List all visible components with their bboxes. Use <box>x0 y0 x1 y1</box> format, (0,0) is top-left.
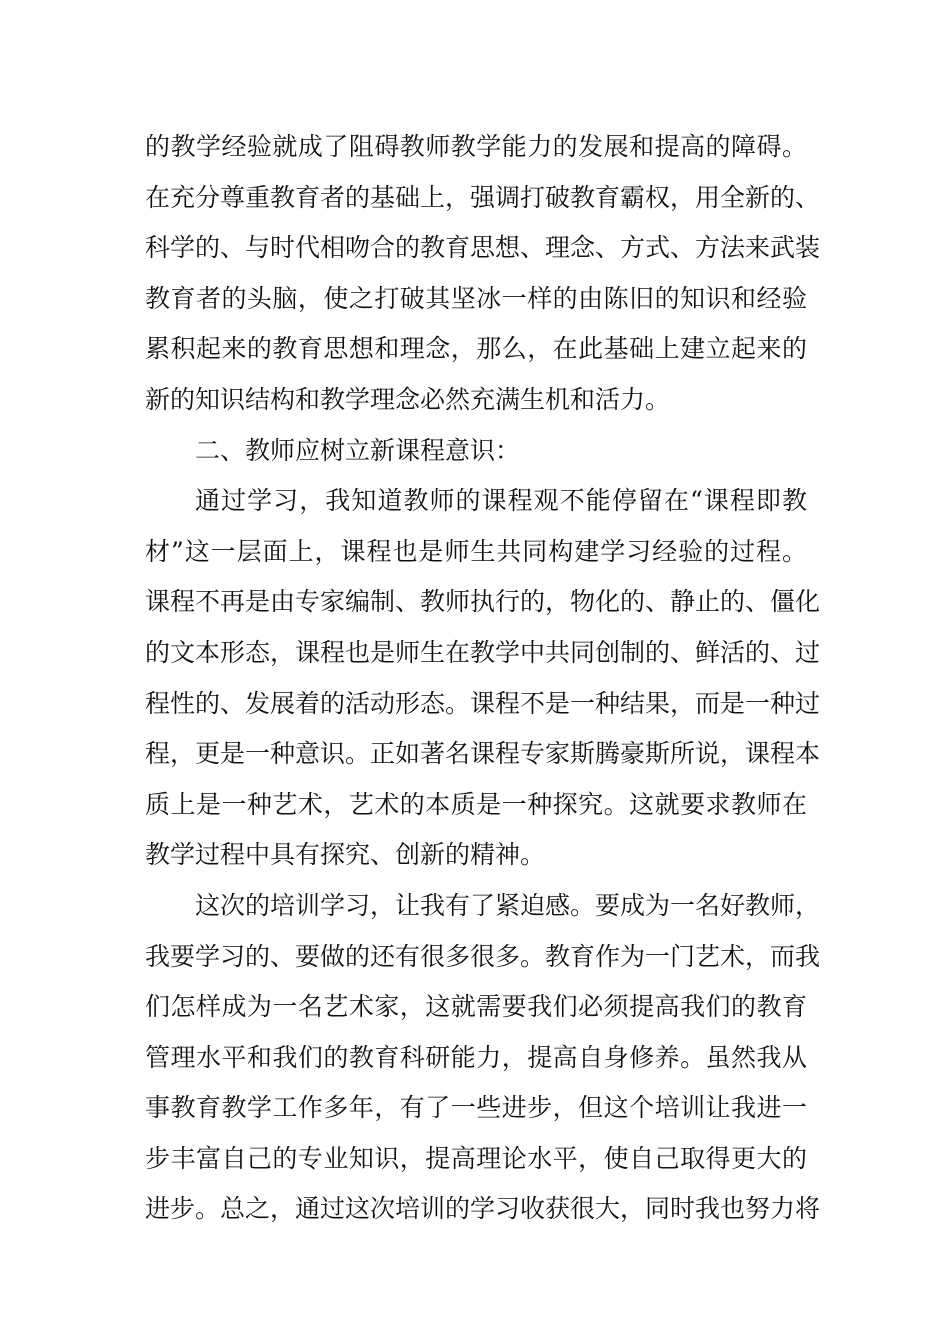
text-line: 材”这一层面上，课程也是师生共同构建学习经验的过程。 <box>145 536 807 566</box>
text-line: 教学过程中具有探究、创新的精神。 <box>145 840 546 870</box>
text-line: 在充分尊重教育者的基础上，强调打破教育霸权，用全新的、 <box>145 182 821 212</box>
text-line: 科学的、与时代相吻合的教育思想、理念、方式、方法来武装 <box>145 233 821 263</box>
text-line: 累积起来的教育思想和理念，那么，在此基础上建立起来的 <box>145 334 807 364</box>
text-line: 管理水平和我们的教育科研能力，提高自身修养。虽然我从 <box>145 1042 807 1072</box>
text-line: 教育者的头脑，使之打破其坚冰一样的由陈旧的知识和经验 <box>145 283 807 313</box>
text-line: 事教育教学工作多年，有了一些进步，但这个培训让我进一 <box>145 1093 807 1123</box>
paragraph-first-line: 二、教师应树立新课程意识： <box>195 435 521 465</box>
text-line: 的教学经验就成了阻碍教师教学能力的发展和提高的障碍。 <box>145 132 807 161</box>
text-line: 进步。总之，通过这次培训的学习收获很大，同时我也努力将 <box>145 1194 821 1224</box>
text-line: 质上是一种艺术，艺术的本质是一种探究。这就要求教师在 <box>145 789 807 819</box>
text-line: 程，更是一种意识。正如著名课程专家斯腾豪斯所说，课程本 <box>145 739 821 769</box>
text-line: 们怎样成为一名艺术家，这就需要我们必须提高我们的教育 <box>145 992 807 1022</box>
paragraph-first-line: 通过学习，我知道教师的课程观不能停留在“课程即教 <box>195 486 807 516</box>
text-line: 程性的、发展着的活动形态。课程不是一种结果，而是一种过 <box>145 688 821 718</box>
text-line: 步丰富自己的专业知识，提高理论水平，使自己取得更大的 <box>145 1143 807 1173</box>
text-line: 课程不再是由专家编制、教师执行的，物化的、静止的、僵化 <box>145 587 821 617</box>
text-line: 新的知识结构和教学理念必然充满生机和活力。 <box>145 384 671 414</box>
document-body <box>145 122 821 1235</box>
text-line: 的文本形态，课程也是师生在教学中共同创制的、鲜活的、过 <box>145 637 821 667</box>
paragraph-first-line: 这次的培训学习，让我有了紧迫感。要成为一名好教师， <box>195 890 821 920</box>
text-line: 我要学习的、要做的还有很多很多。教育作为一门艺术，而我 <box>145 941 821 971</box>
